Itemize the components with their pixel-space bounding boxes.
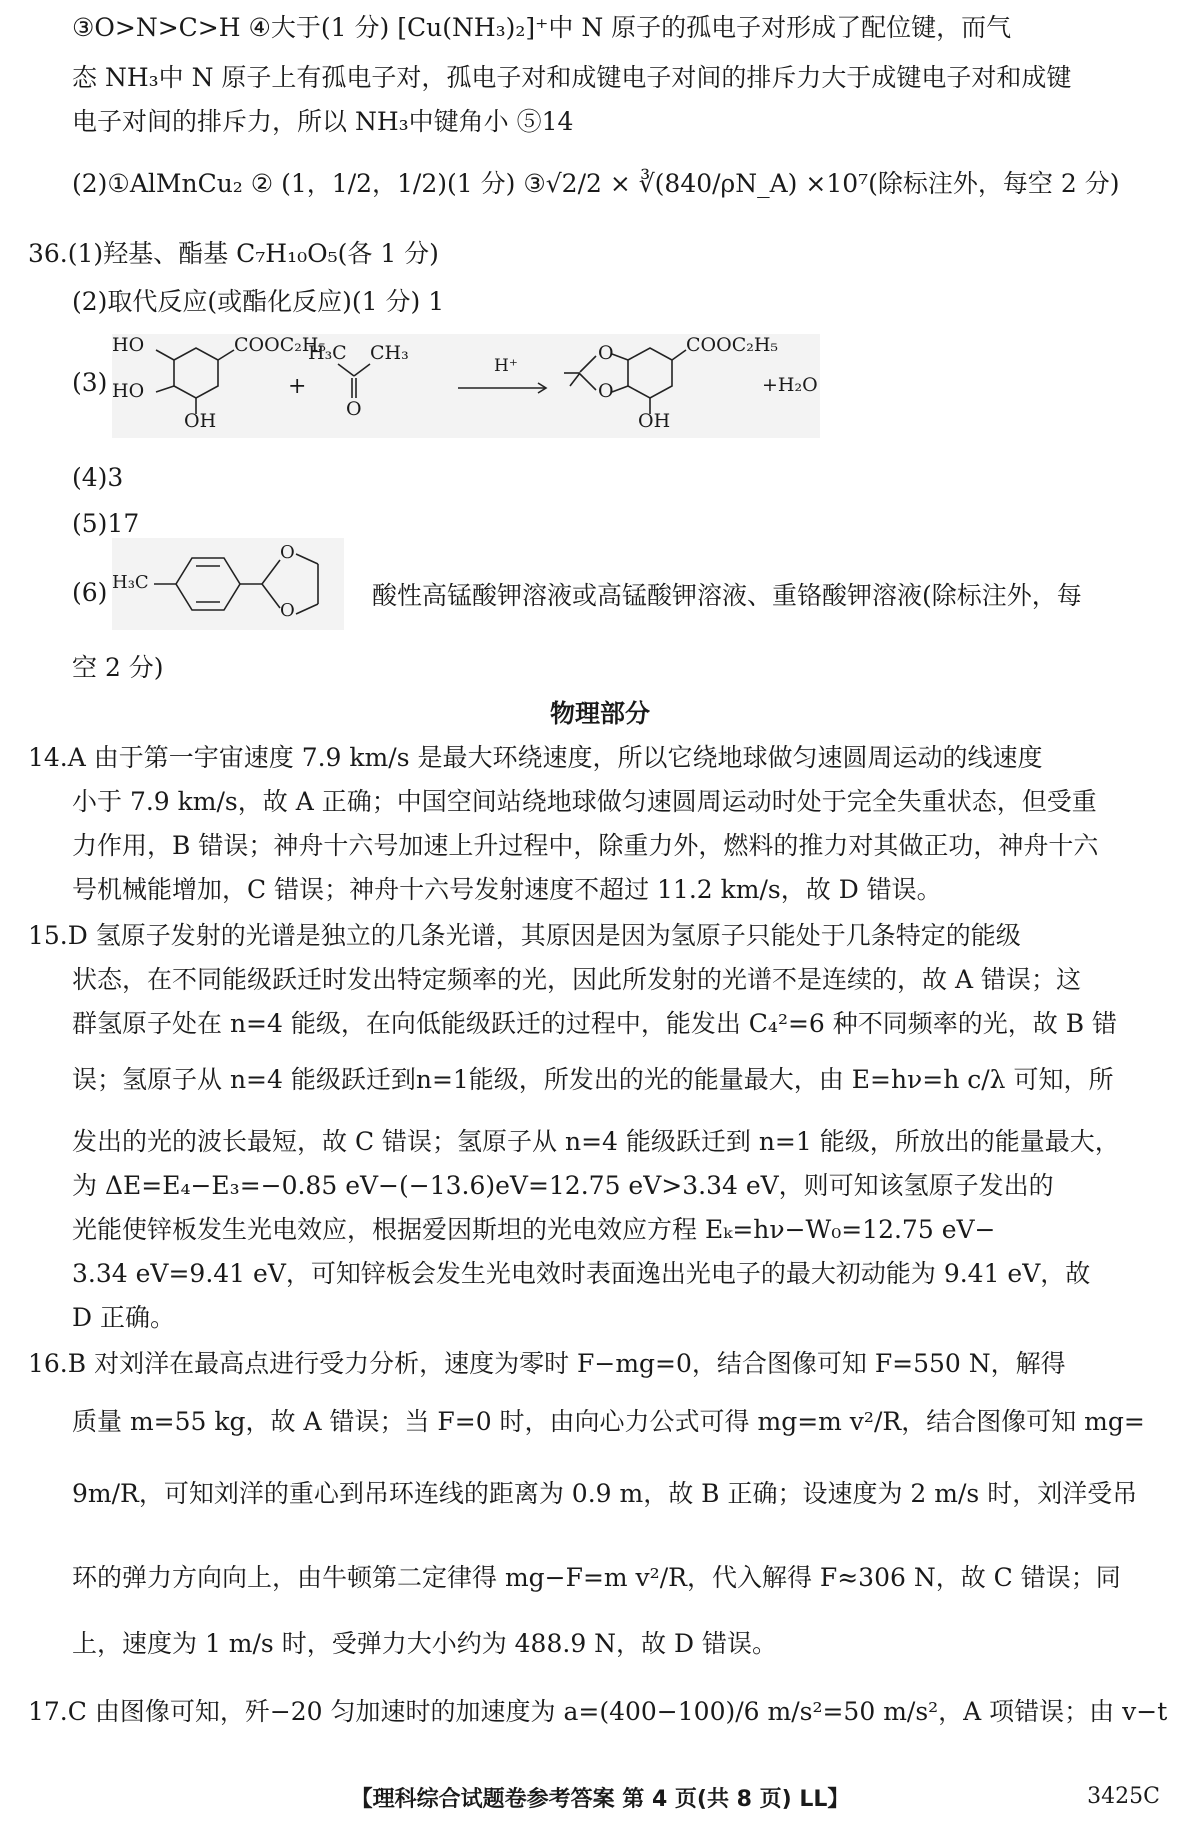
reaction-scheme <box>112 334 820 438</box>
q14-line4: 号机械能增加，C 错误；神舟十六号发射速度不超过 11.2 km/s，故 D 错误。 <box>72 875 942 904</box>
q16-line1: 16.B 对刘洋在最高点进行受力分析，速度为零时 F−mg=0，结合图像可知 F=550 N，解得 <box>28 1349 1066 1378</box>
q15-line1: 15.D 氢原子发射的光谱是独立的几条光谱，其原因是因为氢原子只能处于几条特定的能级 <box>28 921 1021 950</box>
q14-line2: 小于 7.9 km/s，故 A 正确；中国空间站绕地球做匀速圆周运动时处于完全失重状态，但受重 <box>72 787 1097 816</box>
bond <box>296 554 318 564</box>
bond <box>672 350 686 360</box>
hydroxyl-label: HO <box>112 334 145 356</box>
q14-line3: 力作用，B 错误；神舟十六号加速上升过程中，除重力外，燃料的推力对其做正功，神舟十六 <box>72 831 1099 860</box>
bond <box>338 364 354 376</box>
chem35-line2: 态 NH₃中 N 原子上有孤电子对，孤电子对和成键电子对间的排斥力大于成键电子对和成键 <box>72 63 1072 92</box>
ring-oxygen-label: O <box>598 342 614 364</box>
q16-line2: 质量 m=55 kg，故 A 错误；当 F=0 时，由向心力公式可得 mg=m v²/R，结合图像可知 mg= <box>72 1407 1145 1436</box>
structure-dioxolane <box>112 538 344 630</box>
bond <box>612 386 628 392</box>
bond <box>156 386 174 392</box>
q14-line1: 14.A 由于第一宇宙速度 7.9 km/s 是最大环绕速度，所以它绕地球做匀速圆周运动的线速度 <box>28 743 1043 772</box>
hydroxyl-label: OH <box>638 410 671 432</box>
q17-line1: 17.C 由图像可知，歼−20 匀加速时的加速度为 a=(400−100)/6 m/s²=50 m/s²，A 项错误；由 v−t <box>28 1697 1168 1726</box>
q36-part4: (4)3 <box>72 463 124 492</box>
q15-line5: 发出的光的波长最短，故 C 错误；氢原子从 n=4 能级跃迁到 n=1 能级，所放出的能量最大， <box>72 1127 1120 1156</box>
bond <box>262 584 280 608</box>
q16-line3: 9m/R，可知刘洋的重心到吊环连线的距离为 0.9 m，故 B 正确；设速度为 2 m/s 时，刘洋受吊 <box>72 1479 1138 1508</box>
catalyst-label: H⁺ <box>494 356 518 376</box>
chem35-part2: (2)①AlMnCu₂ ② (1，1/2，1/2)(1 分) ③√2/2 × ∛(840/ρN_A) ×10⁷(除标注外，每空 2 分) <box>72 169 1120 198</box>
q15-line9: D 正确。 <box>72 1303 175 1332</box>
q16-line4: 环的弹力方向向上，由牛顿第二定律得 mg−F=m v²/R，代入解得 F≈306 N，故 C 错误；同 <box>72 1563 1121 1592</box>
ring-oxygen-label: O <box>280 542 295 563</box>
q36-part6-answer: 酸性高锰酸钾溶液或高锰酸钾溶液、重铬酸钾溶液(除标注外，每 <box>372 581 1082 610</box>
q16-line5: 上，速度为 1 m/s 时，受弹力大小约为 488.9 N，故 D 错误。 <box>72 1629 777 1658</box>
ring-oxygen-label: O <box>598 380 614 402</box>
hydroxyl-label: HO <box>112 380 145 402</box>
ring-oxygen-label: O <box>280 600 295 621</box>
product-ring <box>628 348 672 398</box>
bond <box>612 354 628 360</box>
q15-line3: 群氢原子处在 n=4 能级，在向低能级跃迁的过程中，能发出 C₄²=6 种不同频率的光，故 B 错 <box>72 1009 1118 1038</box>
q36-part3-label: (3) <box>72 368 108 397</box>
ketone-oxygen-label: O <box>346 398 362 420</box>
water-label: +H₂O <box>762 374 818 396</box>
bond <box>570 373 580 386</box>
bond <box>296 604 318 614</box>
q15-line6: 为 ΔE=E₄−E₃=−0.85 eV−(−13.6)eV=12.75 eV>3.34 eV，则可知该氢原子发出的 <box>72 1171 1054 1200</box>
hydroxyl-label: OH <box>184 410 217 432</box>
chem35-line1: ③O>N>C>H ④大于(1 分) [Cu(NH₃)₂]⁺中 N 原子的孤电子对形成了配位键，而气 <box>72 13 1012 42</box>
page-footer: 【理科综合试题卷参考答案 第 4 页(共 8 页) LL】 <box>350 1787 850 1812</box>
bond <box>262 560 280 584</box>
methyl-label: H₃C <box>308 342 347 364</box>
bond <box>354 364 370 376</box>
bond <box>580 374 596 390</box>
q15-line4: 误；氢原子从 n=4 能级跃迁到n=1能级，所发出的光的能量最大，由 E=hν=h c/λ 可知，所 <box>72 1065 1114 1094</box>
q36-part6-label: (6) <box>72 578 108 607</box>
ester-group-label: COOC₂H₅ <box>686 334 779 356</box>
methyl-label: H₃C <box>112 572 149 593</box>
q15-line8: 3.34 eV=9.41 eV，可知锌板会发生光电效时表面逸出光电子的最大初动能为 9.41 eV，故 <box>72 1259 1091 1288</box>
chem35-line3: 电子对间的排斥力，所以 NH₃中键角小 ⑤14 <box>72 107 574 136</box>
q36-part1: 36.(1)羟基、酯基 C₇H₁₀O₅(各 1 分) <box>28 239 439 268</box>
q36-part2: (2)取代反应(或酯化反应)(1 分) 1 <box>72 287 445 316</box>
bond <box>218 350 234 360</box>
bond <box>580 356 596 372</box>
plus-sign: + <box>288 374 307 399</box>
q15-line7: 光能使锌板发生光电效应，根据爱因斯坦的光电效应方程 Eₖ=hν−W₀=12.75 eV− <box>72 1215 996 1244</box>
reactant-ring <box>174 348 218 398</box>
methyl-label: CH₃ <box>370 342 409 364</box>
section-heading-physics: 物理部分 <box>549 699 650 728</box>
q36-part6-answer-cont: 空 2 分) <box>72 653 164 682</box>
ester-group-label: COOC₂H₅ <box>234 334 327 356</box>
q15-line2: 状态，在不同能级跃迁时发出特定频率的光，因此所发射的光谱不是连续的，故 A 错误；这 <box>72 965 1081 994</box>
bond <box>156 350 174 360</box>
q36-part5: (5)17 <box>72 509 140 538</box>
document-code: 3425C <box>1087 1784 1160 1809</box>
